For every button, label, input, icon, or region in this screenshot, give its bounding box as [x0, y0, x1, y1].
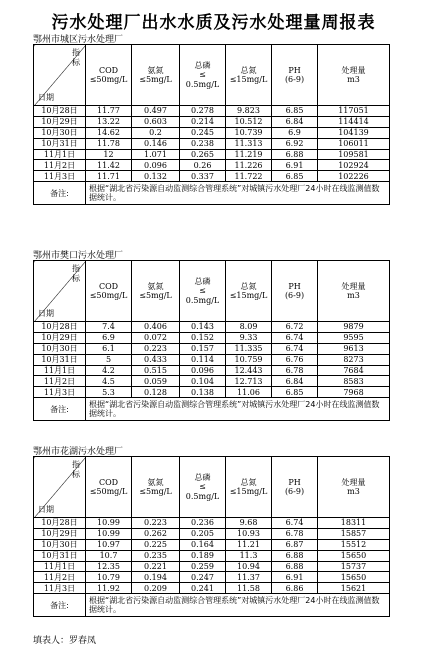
value-cell: 6.74	[272, 332, 318, 343]
value-cell: 0.164	[180, 539, 226, 550]
column-header-phosphorus: 总磷 ≤ 0.5mg/L	[180, 45, 226, 106]
column-header-cod: COD ≤50mg/L	[86, 261, 132, 322]
value-cell: 8583	[318, 376, 390, 387]
value-cell: 7.4	[86, 322, 132, 333]
value-cell: 9879	[318, 322, 390, 333]
value-cell: 10.759	[226, 354, 272, 365]
value-cell: 0.515	[132, 365, 180, 376]
note-text: 根据“湖北省污染源自动监测综合管理系统”对城镇污水处理厂24小时在线监测值数据统计。	[86, 182, 390, 205]
table-row	[34, 106, 390, 117]
value-cell: 6.74	[272, 343, 318, 354]
value-cell: 11.42	[86, 160, 132, 171]
value-cell: 104139	[318, 127, 390, 138]
column-header-ammonia: 氨氮 ≤5mg/L	[132, 457, 180, 518]
value-cell: 9595	[318, 332, 390, 343]
table-row	[34, 127, 390, 138]
value-cell: 6.9	[86, 332, 132, 343]
value-cell: 6.91	[272, 160, 318, 171]
value-cell: 6.91	[272, 572, 318, 583]
value-cell: 10.93	[226, 528, 272, 539]
value-cell: 6.85	[272, 106, 318, 117]
value-cell: 114414	[318, 116, 390, 127]
value-cell: 0.225	[132, 539, 180, 550]
table-row	[34, 160, 390, 171]
value-cell: 6.1	[86, 343, 132, 354]
value-cell: 0.194	[132, 572, 180, 583]
value-cell: 10.97	[86, 539, 132, 550]
table-row	[34, 528, 390, 539]
column-header-nitrogen: 总氮 ≤15mg/L	[226, 457, 272, 518]
table-row	[34, 365, 390, 376]
date-cell: 10月28日	[34, 322, 86, 333]
date-cell: 11月3日	[34, 387, 86, 398]
value-cell: 8273	[318, 354, 390, 365]
note-label: 备注:	[34, 594, 86, 617]
value-cell: 11.37	[226, 572, 272, 583]
station-table	[33, 44, 390, 205]
table-row	[34, 387, 390, 398]
indicator-label: 指 标	[72, 460, 80, 479]
value-cell: 6.9	[272, 127, 318, 138]
value-cell: 0.096	[180, 365, 226, 376]
date-cell: 10月28日	[34, 106, 86, 117]
table-row	[34, 561, 390, 572]
value-cell: 0.096	[132, 160, 180, 171]
value-cell: 0.247	[180, 572, 226, 583]
value-cell: 11.58	[226, 583, 272, 594]
value-cell: 18311	[318, 518, 390, 529]
station-table	[33, 260, 390, 421]
value-cell: 6.88	[272, 550, 318, 561]
indicator-label: 指 标	[72, 48, 80, 67]
table-row	[34, 583, 390, 594]
value-cell: 0.603	[132, 116, 180, 127]
value-cell: 106011	[318, 138, 390, 149]
table-row	[34, 322, 390, 333]
date-cell: 10月31日	[34, 354, 86, 365]
date-cell: 11月1日	[34, 365, 86, 376]
station-name: 鄂州市花湖污水处理厂	[33, 447, 124, 457]
note-text: 根据“湖北省污染源自动监测综合管理系统”对城镇污水处理厂24小时在线监测值数据统计。	[86, 594, 390, 617]
value-cell: 15621	[318, 583, 390, 594]
value-cell: 15857	[318, 528, 390, 539]
table-row	[34, 376, 390, 387]
value-cell: 15650	[318, 572, 390, 583]
value-cell: 6.88	[272, 149, 318, 160]
value-cell: 9.33	[226, 332, 272, 343]
report-title: 污水处理厂出水水质及污水处理量周报表	[51, 13, 376, 33]
table-row	[34, 518, 390, 529]
date-label: 日期	[38, 92, 54, 102]
table-row	[34, 354, 390, 365]
value-cell: 6.78	[272, 365, 318, 376]
value-cell: 5.3	[86, 387, 132, 398]
value-cell: 0.205	[180, 528, 226, 539]
value-cell: 102924	[318, 160, 390, 171]
column-header-ph: PH (6-9)	[272, 261, 318, 322]
note-label: 备注:	[34, 182, 86, 205]
value-cell: 7968	[318, 387, 390, 398]
value-cell: 0.26	[180, 160, 226, 171]
value-cell: 0.241	[180, 583, 226, 594]
header-diagonal-cell	[34, 261, 86, 322]
value-cell: 0.497	[132, 106, 180, 117]
value-cell: 15650	[318, 550, 390, 561]
value-cell: 6.74	[272, 518, 318, 529]
table-row	[34, 539, 390, 550]
date-cell: 10月29日	[34, 332, 86, 343]
value-cell: 6.78	[272, 528, 318, 539]
value-cell: 9.823	[226, 106, 272, 117]
value-cell: 6.86	[272, 583, 318, 594]
column-header-cod: COD ≤50mg/L	[86, 45, 132, 106]
value-cell: 0.245	[180, 127, 226, 138]
value-cell: 6.72	[272, 322, 318, 333]
value-cell: 0.059	[132, 376, 180, 387]
header-diagonal-cell	[34, 45, 86, 106]
value-cell: 0.209	[132, 583, 180, 594]
table-row	[34, 332, 390, 343]
date-cell: 10月30日	[34, 343, 86, 354]
column-header-ammonia: 氨氮 ≤5mg/L	[132, 261, 180, 322]
value-cell: 10.99	[86, 518, 132, 529]
column-header-volume: 处理量 m3	[318, 457, 390, 518]
value-cell: 0.235	[132, 550, 180, 561]
value-cell: 0.138	[180, 387, 226, 398]
table-row	[34, 149, 390, 160]
column-header-ph: PH (6-9)	[272, 457, 318, 518]
value-cell: 0.072	[132, 332, 180, 343]
date-cell: 11月2日	[34, 376, 86, 387]
value-cell: 9613	[318, 343, 390, 354]
value-cell: 11.722	[226, 171, 272, 182]
value-cell: 15737	[318, 561, 390, 572]
date-cell: 11月1日	[34, 561, 86, 572]
value-cell: 12	[86, 149, 132, 160]
value-cell: 11.335	[226, 343, 272, 354]
value-cell: 10.99	[86, 528, 132, 539]
value-cell: 11.219	[226, 149, 272, 160]
date-cell: 10月31日	[34, 550, 86, 561]
note-text: 根据“湖北省污染源自动监测综合管理系统”对城镇污水处理厂24小时在线监测值数据统计。	[86, 398, 390, 421]
value-cell: 0.152	[180, 332, 226, 343]
date-cell: 11月1日	[34, 149, 86, 160]
value-cell: 5	[86, 354, 132, 365]
station-name: 鄂州市樊口污水处理厂	[33, 251, 124, 261]
date-cell: 10月31日	[34, 138, 86, 149]
column-header-volume: 处理量 m3	[318, 45, 390, 106]
value-cell: 6.84	[272, 116, 318, 127]
value-cell: 10.739	[226, 127, 272, 138]
value-cell: 0.157	[180, 343, 226, 354]
date-label: 日期	[38, 504, 54, 514]
value-cell: 0.337	[180, 171, 226, 182]
value-cell: 10.7	[86, 550, 132, 561]
value-cell: 0.433	[132, 354, 180, 365]
value-cell: 11.21	[226, 539, 272, 550]
value-cell: 11.77	[86, 106, 132, 117]
value-cell: 11.78	[86, 138, 132, 149]
station-name: 鄂州市城区污水处理厂	[33, 35, 124, 45]
value-cell: 0.236	[180, 518, 226, 529]
date-cell: 10月30日	[34, 127, 86, 138]
value-cell: 117051	[318, 106, 390, 117]
value-cell: 0.262	[132, 528, 180, 539]
table-row	[34, 171, 390, 182]
date-cell: 11月2日	[34, 572, 86, 583]
value-cell: 0.278	[180, 106, 226, 117]
value-cell: 109581	[318, 149, 390, 160]
column-header-volume: 处理量 m3	[318, 261, 390, 322]
value-cell: 11.71	[86, 171, 132, 182]
value-cell: 15512	[318, 539, 390, 550]
value-cell: 102226	[318, 171, 390, 182]
value-cell: 6.85	[272, 171, 318, 182]
value-cell: 0.223	[132, 343, 180, 354]
filled-by: 填表人：罗春凤	[33, 636, 97, 646]
value-cell: 10.94	[226, 561, 272, 572]
value-cell: 6.92	[272, 138, 318, 149]
value-cell: 10.79	[86, 572, 132, 583]
note-label: 备注:	[34, 398, 86, 421]
date-cell: 10月30日	[34, 539, 86, 550]
value-cell: 0.2	[132, 127, 180, 138]
column-header-ph: PH (6-9)	[272, 45, 318, 106]
value-cell: 13.22	[86, 116, 132, 127]
value-cell: 0.128	[132, 387, 180, 398]
value-cell: 7684	[318, 365, 390, 376]
date-cell: 10月29日	[34, 528, 86, 539]
column-header-nitrogen: 总氮 ≤15mg/L	[226, 45, 272, 106]
value-cell: 0.238	[180, 138, 226, 149]
table-row	[34, 550, 390, 561]
indicator-label: 指 标	[72, 264, 80, 283]
table-row	[34, 343, 390, 354]
value-cell: 0.146	[132, 138, 180, 149]
value-cell: 6.84	[272, 376, 318, 387]
date-cell: 11月3日	[34, 171, 86, 182]
station-table	[33, 456, 390, 617]
value-cell: 11.226	[226, 160, 272, 171]
value-cell: 11.3	[226, 550, 272, 561]
value-cell: 4.5	[86, 376, 132, 387]
value-cell: 0.143	[180, 322, 226, 333]
value-cell: 6.85	[272, 387, 318, 398]
value-cell: 0.189	[180, 550, 226, 561]
value-cell: 0.104	[180, 376, 226, 387]
value-cell: 0.221	[132, 561, 180, 572]
value-cell: 14.62	[86, 127, 132, 138]
value-cell: 4.2	[86, 365, 132, 376]
value-cell: 9.68	[226, 518, 272, 529]
value-cell: 0.214	[180, 116, 226, 127]
header-diagonal-cell	[34, 457, 86, 518]
value-cell: 6.88	[272, 561, 318, 572]
column-header-ammonia: 氨氮 ≤5mg/L	[132, 45, 180, 106]
value-cell: 11.313	[226, 138, 272, 149]
date-label: 日期	[38, 308, 54, 318]
value-cell: 1.071	[132, 149, 180, 160]
value-cell: 10.512	[226, 116, 272, 127]
table-row	[34, 138, 390, 149]
value-cell: 0.259	[180, 561, 226, 572]
date-cell: 11月3日	[34, 583, 86, 594]
value-cell: 8.09	[226, 322, 272, 333]
value-cell: 6.76	[272, 354, 318, 365]
value-cell: 0.265	[180, 149, 226, 160]
column-header-nitrogen: 总氮 ≤15mg/L	[226, 261, 272, 322]
value-cell: 11.92	[86, 583, 132, 594]
table-row	[34, 116, 390, 127]
date-cell: 11月2日	[34, 160, 86, 171]
value-cell: 11.06	[226, 387, 272, 398]
value-cell: 0.132	[132, 171, 180, 182]
value-cell: 12.713	[226, 376, 272, 387]
value-cell: 6.87	[272, 539, 318, 550]
column-header-cod: COD ≤50mg/L	[86, 457, 132, 518]
date-cell: 10月29日	[34, 116, 86, 127]
table-row	[34, 572, 390, 583]
value-cell: 12.35	[86, 561, 132, 572]
date-cell: 10月28日	[34, 518, 86, 529]
value-cell: 0.114	[180, 354, 226, 365]
value-cell: 0.223	[132, 518, 180, 529]
column-header-phosphorus: 总磷 ≤ 0.5mg/L	[180, 261, 226, 322]
value-cell: 12.443	[226, 365, 272, 376]
column-header-phosphorus: 总磷 ≤ 0.5mg/L	[180, 457, 226, 518]
value-cell: 0.406	[132, 322, 180, 333]
